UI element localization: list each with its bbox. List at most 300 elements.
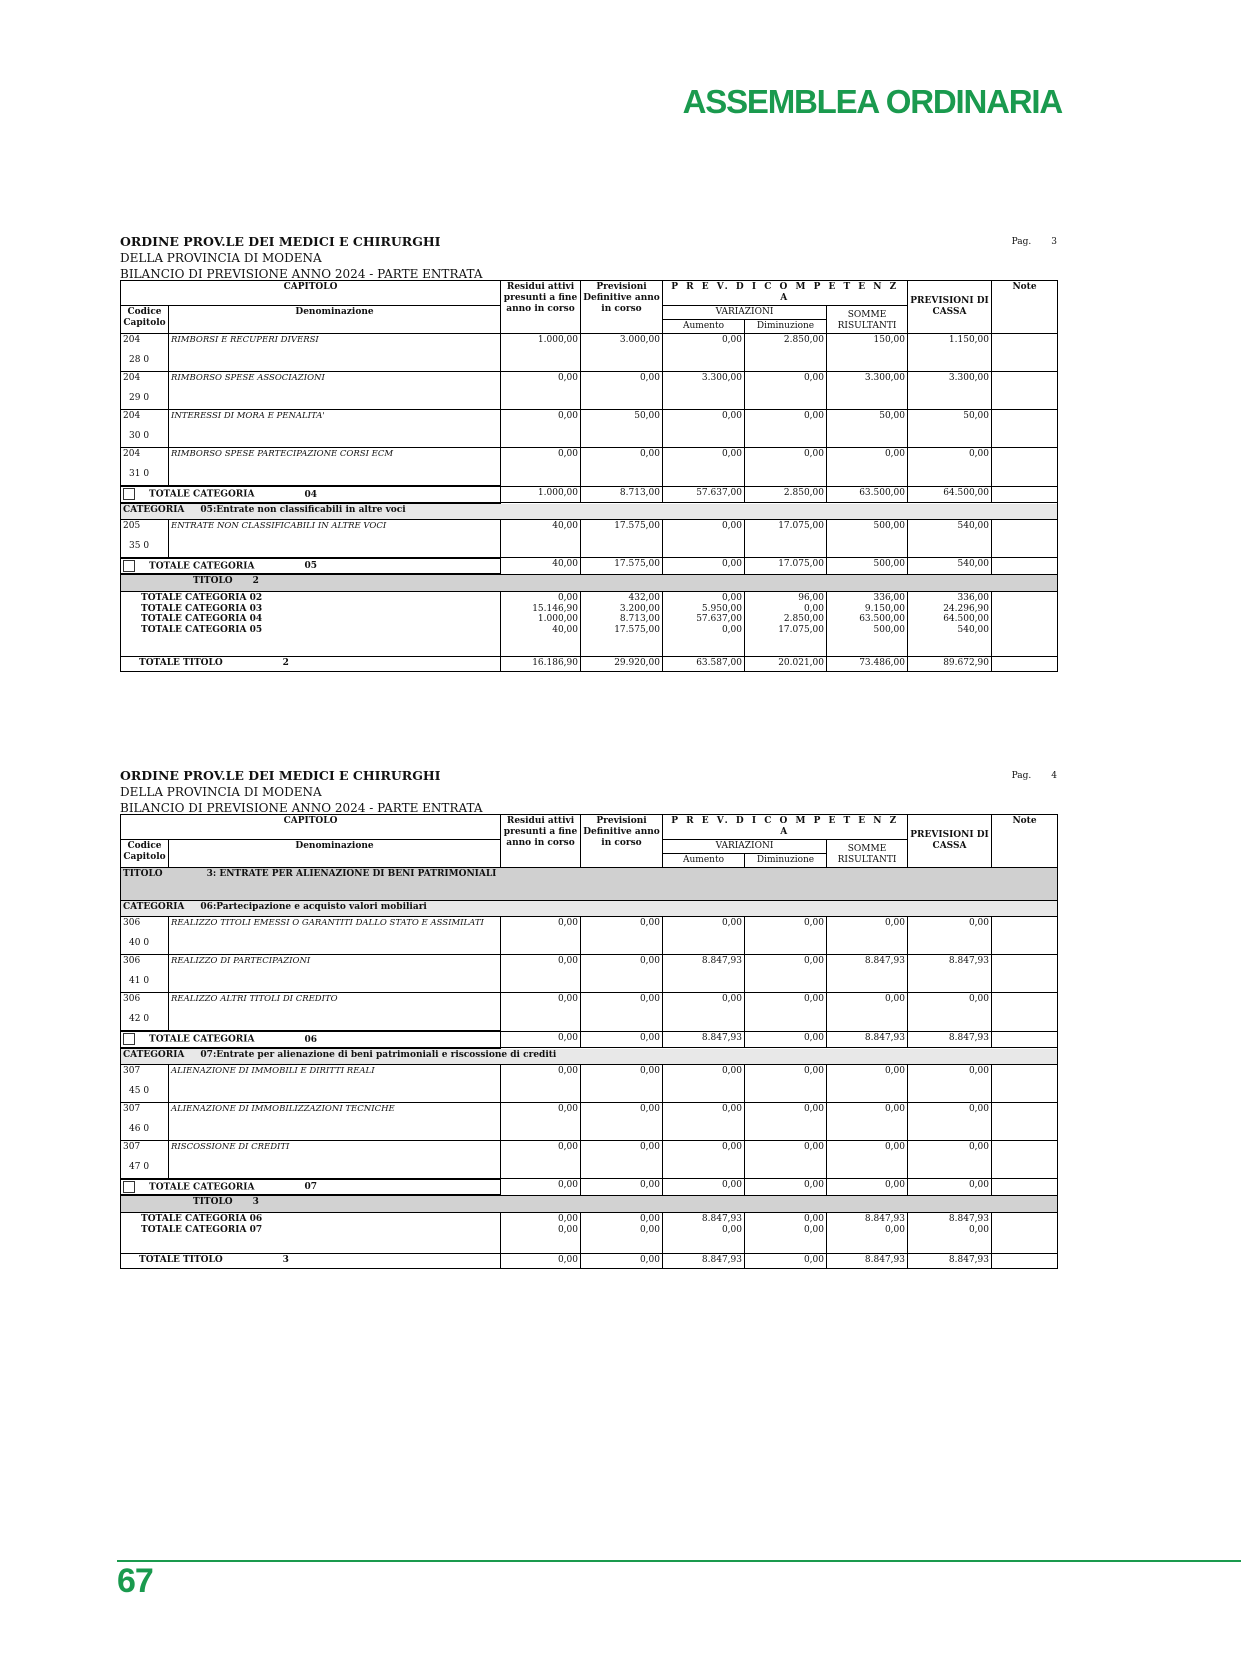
table-row	[121, 1140, 1058, 1179]
summary-amount: 0,00	[557, 1224, 578, 1235]
report-header	[120, 234, 1057, 280]
codice-header: Codice Capitolo	[121, 840, 169, 868]
amount-cell: 0,00	[745, 1140, 827, 1179]
note-cell	[992, 1213, 1058, 1254]
titolo-heading-row	[121, 868, 1058, 901]
totale-titolo-amount: 29.920,00	[581, 657, 663, 672]
categoria-description: :Entrate non classificabili in altre voci	[212, 504, 406, 515]
document-title: ASSEMBLEA ORDINARIA	[682, 83, 1062, 120]
report-title: BILANCIO DI PREVISIONE ANNO 2024 - PARTE ENTRATA	[120, 267, 483, 281]
note-cell	[992, 955, 1058, 993]
amount-cell: 3.300,00	[663, 372, 745, 410]
table-row	[121, 955, 1058, 993]
report-header	[120, 768, 1057, 814]
summary-amount: 24.296,90	[943, 603, 989, 614]
amount-cell: 0,00	[501, 993, 581, 1032]
codice-cell	[121, 1064, 169, 1102]
denominazione-cell	[169, 917, 501, 955]
summary-row	[121, 1213, 1058, 1254]
codice-value: 306	[123, 994, 141, 1004]
codice-cell	[121, 334, 169, 372]
denominazione-value: REALIZZO TITOLI EMESSI O GARANTITI DALLO STATO E ASSIMILATI	[171, 918, 484, 928]
amount-cell: 0,00	[663, 1064, 745, 1102]
diminuzione-header: Diminuzione	[745, 320, 827, 334]
summary-amount: 0,00	[884, 1224, 905, 1235]
codice-sub-value: 31 0	[129, 469, 150, 479]
summary-amount-cell	[745, 592, 827, 657]
summary-amount-cell	[827, 1213, 908, 1254]
denominazione-cell	[169, 410, 501, 448]
codice-cell	[121, 519, 169, 558]
summary-amount: 57.637,00	[696, 614, 742, 624]
total-amount-cell: 0,00	[908, 1179, 992, 1196]
totale-titolo-label	[121, 1254, 501, 1269]
codice-cell	[121, 1102, 169, 1140]
categoria-number: 07	[200, 1049, 213, 1060]
codice-sub-value: 35 0	[129, 540, 150, 551]
table-row	[121, 334, 1058, 372]
amount-cell: 0,00	[581, 1140, 663, 1179]
checkbox-icon	[123, 1033, 135, 1045]
previsioni-definitive-header: Previsioni Definitive anno in corso	[581, 815, 663, 868]
titolo-number: 2	[252, 576, 259, 586]
amount-cell: 8.847,93	[908, 955, 992, 993]
denominazione-cell	[169, 955, 501, 993]
summary-amount: 336,00	[957, 593, 989, 603]
summary-amount-cell	[745, 1213, 827, 1254]
titolo-heading-cell	[121, 868, 1058, 901]
summary-amount-cell	[908, 592, 992, 657]
denominazione-value: RIMBORSI E RECUPERI DIVERSI	[171, 335, 319, 345]
total-amount-cell: 40,00	[501, 558, 581, 575]
pag-number: 4	[1051, 771, 1057, 781]
summary-amount: 0,00	[968, 1224, 989, 1235]
somme-header: SOMME RISULTANTI	[827, 840, 908, 868]
total-amount-cell: 0,00	[745, 1031, 827, 1048]
totale-titolo-amount: 73.486,00	[827, 657, 908, 672]
denominazione-value: REALIZZO DI PARTECIPAZIONI	[171, 956, 311, 966]
budget-table	[120, 280, 1058, 672]
categoria-row	[121, 1048, 1058, 1065]
summary-amount: 17.575,00	[614, 624, 660, 635]
denominazione-value: RIMBORSO SPESE ASSOCIAZIONI	[171, 373, 325, 383]
amount-cell: 0,00	[663, 410, 745, 448]
summary-amount: 40,00	[552, 624, 578, 635]
total-amount-cell: 0,00	[663, 558, 745, 575]
categoria-cell	[121, 503, 1058, 520]
header-row	[121, 281, 1058, 306]
summary-amount: 540,00	[957, 624, 989, 635]
residui-header: Residui attivi presunti a fine anno in corso	[501, 815, 581, 868]
note-cell	[992, 558, 1058, 575]
summary-amount: 8.847,93	[948, 1214, 989, 1224]
table-row	[121, 372, 1058, 410]
summary-amount-cell	[663, 592, 745, 657]
denominazione-cell	[169, 1064, 501, 1102]
totale-categoria-text: TOTALE CATEGORIA	[149, 1182, 255, 1192]
summary-amount: 5.950,00	[701, 603, 742, 614]
codice-value: 306	[123, 956, 141, 966]
amount-cell: 0,00	[581, 1064, 663, 1102]
amount-cell: 0,00	[663, 993, 745, 1032]
totale-categoria-text: TOTALE CATEGORIA	[149, 561, 255, 571]
summary-amount: 0,00	[803, 603, 824, 614]
amount-cell: 0,00	[827, 917, 908, 955]
categoria-description: :Entrate per alienazione di beni patrimoniali e riscossione di crediti	[212, 1049, 557, 1060]
summary-amount-cell	[581, 1213, 663, 1254]
total-amount-cell: 2.850,00	[745, 486, 827, 503]
prev-competenza-header: P R E V. D I C O M P E T E N Z A	[663, 281, 908, 306]
total-amount-cell: 63.500,00	[827, 486, 908, 503]
summary-amount: 8.847,93	[864, 1214, 905, 1224]
checkbox-icon	[123, 488, 135, 500]
summary-amount: 0,00	[721, 1224, 742, 1235]
amount-cell: 0,00	[501, 1102, 581, 1140]
summary-amount-cell	[663, 1213, 745, 1254]
amount-cell: 17.575,00	[581, 519, 663, 558]
amount-cell: 0,00	[581, 448, 663, 487]
note-cell	[992, 410, 1058, 448]
summary-label: TOTALE CATEGORIA 05	[141, 624, 263, 635]
previsioni-cassa-header: PREVISIONI DI CASSA	[908, 281, 992, 334]
amount-cell: 0,00	[501, 1140, 581, 1179]
summary-amount: 0,00	[557, 1214, 578, 1224]
codice-cell	[121, 917, 169, 955]
denominazione-cell	[169, 1102, 501, 1140]
amount-cell: 0,00	[581, 993, 663, 1032]
amount-cell: 3.300,00	[908, 372, 992, 410]
titolo-label: TITOLO	[193, 576, 233, 586]
codice-value: 205	[123, 520, 141, 531]
table-row	[121, 993, 1058, 1032]
amount-cell: 0,00	[745, 993, 827, 1032]
amount-cell: 0,00	[827, 993, 908, 1032]
total-amount-cell: 8.847,93	[827, 1031, 908, 1048]
codice-value: 204	[123, 373, 141, 383]
categoria-label: CATEGORIA	[123, 1049, 185, 1060]
amount-cell: 0,00	[908, 1140, 992, 1179]
amount-cell: 0,00	[501, 917, 581, 955]
page-label	[992, 234, 1057, 250]
codice-sub-value: 30 0	[129, 431, 150, 441]
denominazione-header: Denominazione	[169, 840, 501, 868]
amount-cell: 0,00	[745, 955, 827, 993]
total-amount-cell: 57.637,00	[663, 486, 745, 503]
amount-cell: 0,00	[501, 955, 581, 993]
codice-value: 204	[123, 411, 141, 421]
table-row	[121, 1102, 1058, 1140]
amount-cell: 0,00	[581, 917, 663, 955]
summary-amount: 0,00	[721, 624, 742, 635]
summary-label: TOTALE CATEGORIA 07	[141, 1224, 263, 1235]
amount-cell: 0,00	[663, 1140, 745, 1179]
titolo-description: : ENTRATE PER ALIENAZIONE DI BENI PATRIMONIALI	[212, 869, 497, 879]
budget-section-page-3	[120, 234, 1057, 672]
total-amount-cell: 540,00	[908, 558, 992, 575]
note-cell	[992, 657, 1058, 672]
organization-name: ORDINE PROV.LE DEI MEDICI E CHIRURGHI	[120, 768, 441, 783]
codice-sub-value: 41 0	[129, 976, 150, 986]
titolo-row	[121, 574, 1058, 592]
total-amount-cell: 64.500,00	[908, 486, 992, 503]
total-amount-cell: 0,00	[581, 1031, 663, 1048]
table-row	[121, 1064, 1058, 1102]
amount-cell: 0,00	[827, 1140, 908, 1179]
codice-value: 306	[123, 918, 141, 928]
codice-sub-value: 28 0	[129, 355, 150, 365]
totale-titolo-amount: 8.847,93	[663, 1254, 745, 1269]
amount-cell: 3.300,00	[827, 372, 908, 410]
amount-cell: 0,00	[745, 410, 827, 448]
amount-cell: 1.000,00	[501, 334, 581, 372]
amount-cell: 0,00	[827, 1064, 908, 1102]
totale-titolo-amount: 89.672,90	[908, 657, 992, 672]
summary-label: TOTALE CATEGORIA 02	[141, 593, 263, 603]
amount-cell: 540,00	[908, 519, 992, 558]
note-cell	[992, 334, 1058, 372]
variazioni-header: VARIAZIONI	[663, 306, 827, 320]
codice-sub-value: 45 0	[129, 1085, 150, 1096]
summary-amount: 8.847,93	[701, 1214, 742, 1224]
totale-titolo-amount: 0,00	[745, 1254, 827, 1269]
table-row	[121, 410, 1058, 448]
note-cell	[992, 1102, 1058, 1140]
pag-label: Pag.	[1011, 237, 1032, 247]
report-title: BILANCIO DI PREVISIONE ANNO 2024 - PARTE ENTRATA	[120, 801, 483, 815]
titolo-label: TITOLO	[123, 869, 163, 879]
denominazione-value: RISCOSSIONE DI CREDITI	[171, 1141, 290, 1152]
totale-titolo-amount: 8.847,93	[827, 1254, 908, 1269]
previsioni-definitive-header: Previsioni Definitive anno in corso	[581, 281, 663, 334]
summary-amount: 15.146,90	[532, 603, 578, 614]
pag-label: Pag.	[1011, 771, 1032, 781]
totale-titolo-text: TOTALE TITOLO	[139, 658, 223, 668]
total-amount-cell: 0,00	[745, 1179, 827, 1196]
titolo-number: 3	[206, 869, 213, 879]
amount-cell: 0,00	[745, 917, 827, 955]
categoria-cell	[121, 901, 1058, 917]
amount-cell: 0,00	[581, 1102, 663, 1140]
note-cell	[992, 1140, 1058, 1179]
page-label	[992, 768, 1057, 784]
note-header: Note	[992, 815, 1058, 868]
summary-amount-cell	[501, 592, 581, 657]
categoria-number: 04	[304, 489, 317, 500]
amount-cell: 0,00	[663, 1102, 745, 1140]
totale-categoria-row	[121, 558, 1058, 575]
amount-cell: 0,00	[827, 448, 908, 487]
summary-labels-cell	[121, 592, 501, 657]
categoria-row	[121, 901, 1058, 917]
note-cell	[992, 1179, 1058, 1196]
amount-cell: 8.847,93	[827, 955, 908, 993]
summary-labels-cell	[121, 1213, 501, 1254]
amount-cell: 0,00	[501, 372, 581, 410]
totale-categoria-row	[121, 486, 1058, 503]
summary-row	[121, 592, 1058, 657]
note-cell	[992, 993, 1058, 1032]
amount-cell: 0,00	[908, 1102, 992, 1140]
capitolo-header: CAPITOLO	[121, 281, 501, 306]
summary-amount: 96,00	[798, 593, 824, 603]
total-amount-cell: 8.847,93	[663, 1031, 745, 1048]
totale-categoria-row	[121, 1031, 1058, 1048]
categoria-description: :Partecipazione e acquisto valori mobiliari	[212, 902, 427, 912]
codice-value: 307	[123, 1065, 141, 1076]
categoria-number: 07	[304, 1182, 317, 1192]
prev-competenza-header: P R E V. D I C O M P E T E N Z A	[663, 815, 908, 840]
summary-label: TOTALE CATEGORIA 03	[141, 603, 263, 614]
summary-amount: 9.150,00	[864, 603, 905, 614]
codice-value: 307	[123, 1103, 141, 1114]
diminuzione-header: Diminuzione	[745, 854, 827, 868]
denominazione-value: ALIENAZIONE DI IMMOBILI E DIRITTI REALI	[171, 1065, 375, 1076]
titolo-cell	[121, 1195, 1058, 1213]
province-name: DELLA PROVINCIA DI MODENA	[120, 785, 322, 799]
codice-sub-value: 47 0	[129, 1161, 150, 1172]
denominazione-cell	[169, 519, 501, 558]
table-row	[121, 448, 1058, 487]
amount-cell: 0,00	[745, 448, 827, 487]
note-cell	[992, 592, 1058, 657]
summary-amount: 3.200,00	[619, 603, 660, 614]
capitolo-header: CAPITOLO	[121, 815, 501, 840]
budget-section-page-4	[120, 768, 1057, 1269]
codice-sub-value: 40 0	[129, 938, 150, 948]
summary-amount: 336,00	[873, 593, 905, 603]
amount-cell: 0,00	[908, 917, 992, 955]
amount-cell: 0,00	[908, 993, 992, 1032]
note-cell	[992, 372, 1058, 410]
titolo-cell	[121, 574, 1058, 592]
codice-cell	[121, 1140, 169, 1179]
note-cell	[992, 917, 1058, 955]
summary-amount: 0,00	[803, 1224, 824, 1235]
totale-titolo-amount: 0,00	[501, 1254, 581, 1269]
totale-titolo-amount: 20.021,00	[745, 657, 827, 672]
totale-titolo-amount: 63.587,00	[663, 657, 745, 672]
total-amount-cell: 0,00	[501, 1031, 581, 1048]
categoria-number: 06	[304, 1034, 317, 1045]
note-cell	[992, 1064, 1058, 1102]
codice-value: 204	[123, 449, 141, 459]
total-amount-cell: 8.847,93	[908, 1031, 992, 1048]
codice-cell	[121, 410, 169, 448]
codice-sub-value: 29 0	[129, 393, 150, 403]
amount-cell: 0,00	[581, 372, 663, 410]
totale-categoria-row	[121, 1179, 1058, 1196]
denominazione-value: ALIENAZIONE DI IMMOBILIZZAZIONI TECNICHE	[171, 1103, 395, 1114]
codice-header: Codice Capitolo	[121, 306, 169, 334]
codice-cell	[121, 448, 169, 487]
summary-amount: 432,00	[628, 593, 660, 603]
codice-value: 204	[123, 335, 141, 345]
note-cell	[992, 486, 1058, 503]
denominazione-cell	[169, 372, 501, 410]
aumento-header: Aumento	[663, 320, 745, 334]
categoria-label: CATEGORIA	[123, 902, 185, 912]
denominazione-cell	[169, 993, 501, 1032]
denominazione-value: ENTRATE NON CLASSIFICABILI IN ALTRE VOCI	[171, 520, 387, 531]
amount-cell: 17.075,00	[745, 519, 827, 558]
amount-cell: 150,00	[827, 334, 908, 372]
titolo-number: 3	[252, 1197, 259, 1207]
amount-cell: 0,00	[581, 955, 663, 993]
summary-amount: 63.500,00	[859, 614, 905, 624]
denominazione-cell	[169, 334, 501, 372]
province-name: DELLA PROVINCIA DI MODENA	[120, 251, 322, 265]
amount-cell: 0,00	[501, 1064, 581, 1102]
summary-amount: 0,00	[639, 1224, 660, 1235]
organization-name: ORDINE PROV.LE DEI MEDICI E CHIRURGHI	[120, 234, 441, 249]
amount-cell: 0,00	[827, 1102, 908, 1140]
titolo-number: 3	[282, 1255, 289, 1265]
codice-sub-value: 46 0	[129, 1123, 150, 1134]
totale-categoria-label	[121, 1179, 501, 1196]
amount-cell: 0,00	[663, 334, 745, 372]
summary-amount: 0,00	[803, 1214, 824, 1224]
total-amount-cell: 0,00	[663, 1179, 745, 1196]
titolo-row	[121, 1195, 1058, 1213]
categoria-number: 05	[304, 561, 317, 571]
pag-number: 3	[1051, 237, 1057, 247]
aumento-header: Aumento	[663, 854, 745, 868]
note-cell	[992, 1031, 1058, 1048]
total-amount-cell: 1.000,00	[501, 486, 581, 503]
amount-cell: 0,00	[745, 1064, 827, 1102]
denominazione-value: INTERESSI DI MORA E PENALITA'	[171, 411, 325, 421]
summary-amount-cell	[827, 592, 908, 657]
amount-cell: 0,00	[745, 372, 827, 410]
summary-amount: 1.000,00	[537, 614, 578, 624]
note-cell	[992, 1254, 1058, 1269]
summary-amount: 8.713,00	[619, 614, 660, 624]
amount-cell: 3.000,00	[581, 334, 663, 372]
summary-amount: 0,00	[557, 593, 578, 603]
summary-label: TOTALE CATEGORIA 04	[141, 614, 263, 624]
total-amount-cell: 17.575,00	[581, 558, 663, 575]
amount-cell: 40,00	[501, 519, 581, 558]
totale-categoria-label	[121, 558, 501, 575]
totale-titolo-amount: 16.186,90	[501, 657, 581, 672]
denominazione-cell	[169, 1140, 501, 1179]
summary-amount: 500,00	[873, 624, 905, 635]
codice-cell	[121, 372, 169, 410]
total-amount-cell: 0,00	[501, 1179, 581, 1196]
total-amount-cell: 17.075,00	[745, 558, 827, 575]
summary-amount: 64.500,00	[943, 614, 989, 624]
amount-cell: 0,00	[745, 1102, 827, 1140]
totale-titolo-text: TOTALE TITOLO	[139, 1255, 223, 1265]
header-row	[121, 815, 1058, 840]
amount-cell: 8.847,93	[663, 955, 745, 993]
codice-sub-value: 42 0	[129, 1014, 150, 1024]
denominazione-cell	[169, 448, 501, 487]
summary-amount-cell	[908, 1213, 992, 1254]
checkbox-icon	[123, 560, 135, 572]
totale-categoria-label	[121, 486, 501, 503]
summary-label: TOTALE CATEGORIA 06	[141, 1214, 263, 1224]
table-row	[121, 519, 1058, 558]
page-number: 67	[117, 1562, 153, 1600]
codice-value: 307	[123, 1141, 141, 1152]
budget-table	[120, 814, 1058, 1269]
summary-amount: 2.850,00	[783, 614, 824, 624]
summary-amount-cell	[501, 1213, 581, 1254]
totale-categoria-text: TOTALE CATEGORIA	[149, 489, 255, 500]
note-cell	[992, 519, 1058, 558]
categoria-cell	[121, 1048, 1058, 1065]
